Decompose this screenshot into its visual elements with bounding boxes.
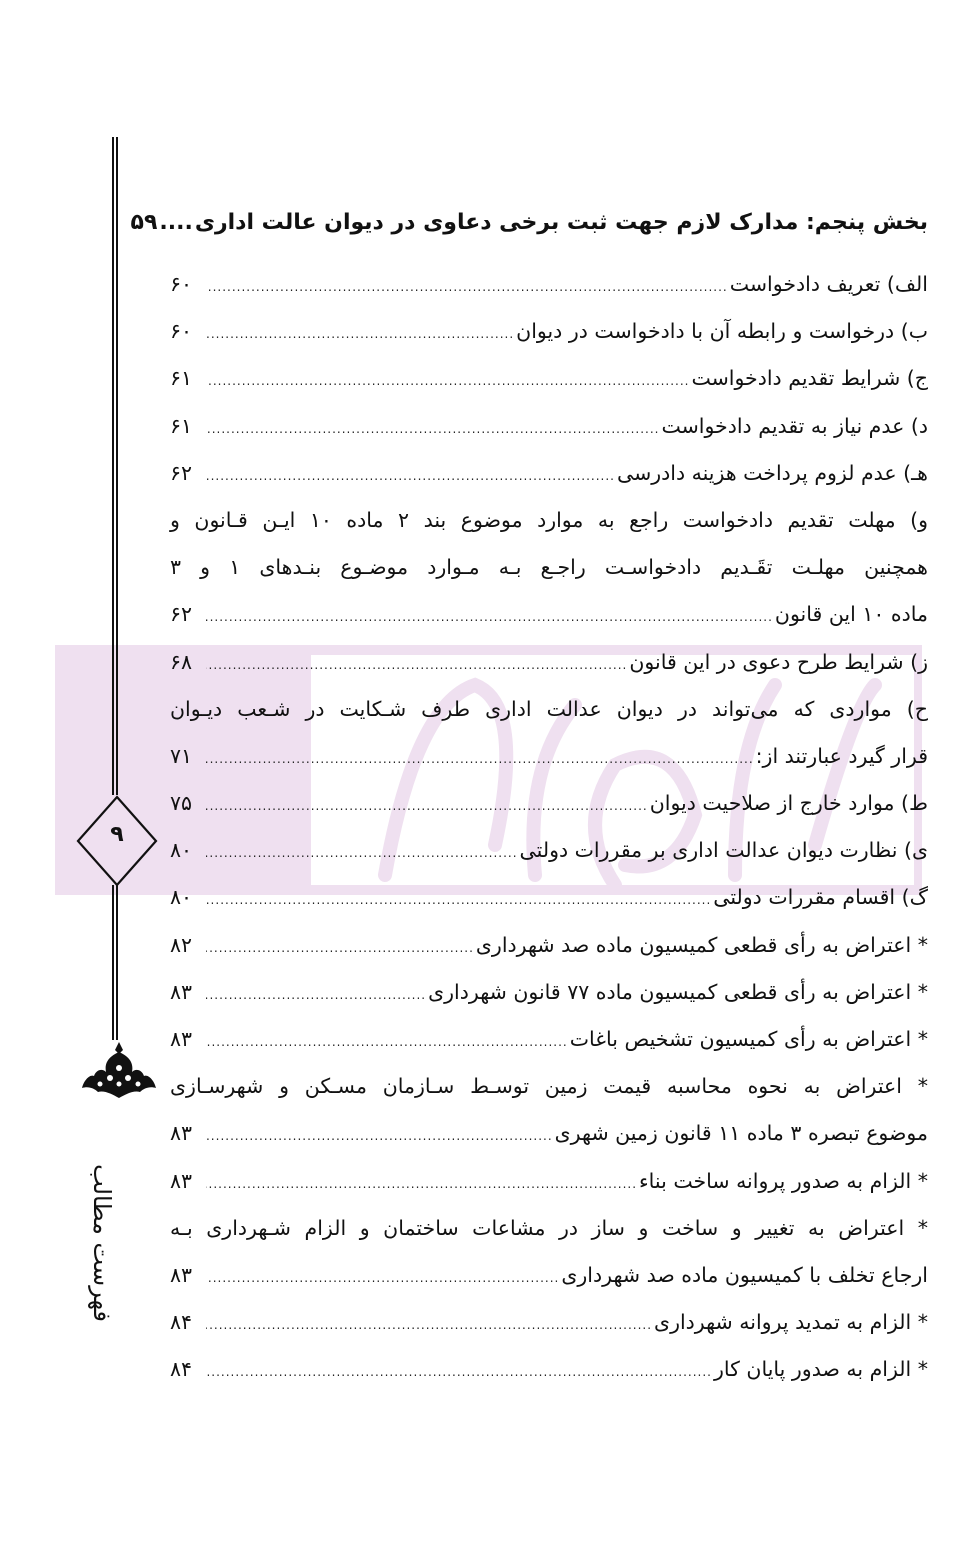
toc-entry-page: ۶۱ (170, 413, 193, 438)
toc-entry[interactable] (170, 319, 928, 366)
toc-entry[interactable] (170, 461, 928, 508)
toc-entry[interactable] (170, 1357, 928, 1404)
toc-entry-title: هـ) عدم لزوم پرداخت هزینه دادرسی (617, 460, 928, 485)
toc-entry-leader (206, 374, 689, 388)
toc-entry-title: و) مهلت تقدیم دادخواست راجع به موارد موضوع بند ۲ ماده ۱۰ ایـن قـانون و (170, 507, 928, 532)
toc-entry-title: * اعتراض به تغییر و ساخت و ساز در مشاعات ساختمان و الزام شـهرداری بـه (170, 1215, 928, 1240)
toc-entry-leader (206, 610, 773, 624)
section-heading-title: بخش پنجم: مدارک لازم جهت ثبت برخی دعاوی در دیوان عالت اداری (194, 210, 928, 235)
toc-entry[interactable] (170, 650, 928, 697)
toc-entry[interactable] (170, 1169, 928, 1216)
toc-entry-leader (206, 1177, 637, 1191)
toc-entry-title: * اعتراض به رأی قطعی کمیسیون ماده ۷۷ قانون شهرداری (428, 979, 928, 1004)
toc-entry-leader (206, 469, 615, 483)
section-heading-leader: .... (159, 210, 193, 235)
toc-entry-leader (206, 941, 474, 955)
toc-entry-page: ۶۰ (170, 319, 193, 344)
toc-entry[interactable] (170, 1216, 928, 1263)
toc-entry[interactable] (170, 272, 928, 319)
toc-entry[interactable] (170, 414, 928, 461)
toc-entry-leader (206, 1271, 559, 1285)
floral-ornament-icon (80, 1040, 158, 1098)
toc-entry-page: ۶۰ (170, 272, 193, 296)
toc-entry-title: ی) نظارت دیوان عدالت اداری بر مقررات دولتی (519, 838, 928, 863)
toc-entry-leader (206, 799, 648, 813)
toc-entry-leader (206, 422, 659, 436)
toc-entry-leader (206, 280, 728, 294)
toc-entry-page: ۶۱ (170, 366, 193, 391)
toc-entry-title: * اعتراض به رأی قطعی کمیسیون ماده صد شهرداری (475, 932, 928, 957)
toc-entry-title: ارجاع تخلف با کمیسیون ماده صد شهرداری (561, 1262, 928, 1287)
toc-entry[interactable] (170, 744, 928, 791)
toc-entry-page: ۸۳ (170, 979, 193, 1004)
toc-entry-page: ۸۴ (170, 1357, 193, 1382)
toc-entry-title: * الزام به صدور پایان کار (714, 1357, 928, 1382)
toc-entry-page: ۶۸ (170, 649, 193, 674)
toc-entry-page: ۸۳ (170, 1262, 193, 1287)
toc-entry[interactable] (170, 555, 928, 602)
toc-entry-title: د) عدم نیاز به تقدیم دادخواست (661, 413, 928, 438)
toc-entry-title: * الزام به تمدید پروانه شهرداری (654, 1310, 928, 1335)
toc-entry-title: * الزام به صدور پروانه ساخت بناء (639, 1168, 928, 1193)
toc-entry-page: ۸۲ (170, 932, 193, 957)
side-title: فهرست مطالب (88, 1164, 116, 1322)
toc-entry-title: ح) مواردی که می‌تواند در دیوان عدالت اداری طرف شـکایت در شـعب دیـوان (170, 696, 928, 721)
toc-entry[interactable] (170, 791, 928, 838)
toc-entry-title: گ) اقسام مقررات دولتی (713, 885, 928, 910)
section-heading (130, 210, 928, 256)
toc-entry-page: ۸۴ (170, 1310, 193, 1335)
toc-entry-title: قرار گیرد عبارتند از: (755, 743, 928, 768)
toc-entry-title: ج) شرایط تقدیم دادخواست (691, 366, 928, 391)
toc-entry-leader (206, 752, 754, 766)
toc-entry-page: ۶۲ (170, 602, 193, 627)
toc-entry-leader (206, 327, 514, 341)
toc-entry-leader (206, 893, 711, 907)
toc-entry-leader (206, 846, 518, 860)
toc-entry-leader (206, 658, 627, 672)
section-heading-page: ۵۹ (130, 210, 158, 235)
page-number: ۹ (110, 822, 124, 847)
toc-entry-page: ۸۳ (170, 1168, 193, 1193)
toc-entry[interactable] (170, 1121, 928, 1168)
margin-double-rule (112, 885, 118, 1040)
toc-entry-title: ز) شرایط طرح دعوی در این قانون (629, 649, 928, 674)
toc-entry[interactable] (170, 933, 928, 980)
toc-entry-leader (206, 1365, 712, 1379)
toc-entry-title: الف) تعریف دادخواست (729, 272, 928, 296)
toc-entry-page: ۸۰ (170, 885, 193, 910)
toc-entry-leader (206, 1318, 652, 1332)
toc-entry-title: همچنین مهلـت تقَـدیم دادخواسـت راجـع بـه مـوارد موضـوع بنـدهای ۱ و ۳ (170, 555, 928, 580)
toc-entry-title: موضوع تبصره ۳ ماده ۱۱ قانون زمین شهری (554, 1121, 928, 1146)
toc-entries (170, 272, 928, 1405)
toc-entry-leader (206, 988, 426, 1002)
toc-entry-page: ۸۳ (170, 1121, 193, 1146)
toc-entry[interactable] (170, 1074, 928, 1121)
toc-entry-leader (206, 1035, 568, 1049)
toc-entry-title: ط) موارد خارج از صلاحیت دیوان (649, 791, 928, 816)
toc-entry-page: ۸۳ (170, 1027, 193, 1051)
toc-entry-title: ب) درخواست و رابطه آن با دادخواست در دیوان (516, 319, 928, 344)
toc-entry[interactable] (170, 1263, 928, 1310)
toc-entry-page: ۶۲ (170, 460, 193, 485)
toc-entry[interactable] (170, 980, 928, 1027)
toc-entry-title: ماده ۱۰ این قانون (774, 602, 928, 627)
toc-entry-page: ۷۵ (170, 791, 193, 816)
toc-entry-page: ۷۱ (170, 743, 193, 768)
toc-entry-title: * اعتراض به نحوه محاسبه قیمت زمین توسـط سـازمان مسـکن و شهرسـازی (170, 1074, 928, 1099)
toc-entry-title: * اعتراض به رأی کمیسیون تشخیص باغات (569, 1027, 928, 1051)
toc-entry[interactable] (170, 366, 928, 413)
toc-entry[interactable] (170, 1027, 928, 1074)
margin-double-rule (112, 137, 118, 795)
toc-entry[interactable] (170, 885, 928, 932)
toc-entry[interactable] (170, 1310, 928, 1357)
toc-entry[interactable] (170, 602, 928, 649)
toc-entry-page: ۸۰ (170, 838, 193, 863)
toc-entry[interactable] (170, 508, 928, 555)
table-of-contents (130, 210, 928, 1405)
toc-entry-leader (206, 1129, 553, 1143)
toc-entry[interactable] (170, 838, 928, 885)
toc-entry[interactable] (170, 697, 928, 744)
